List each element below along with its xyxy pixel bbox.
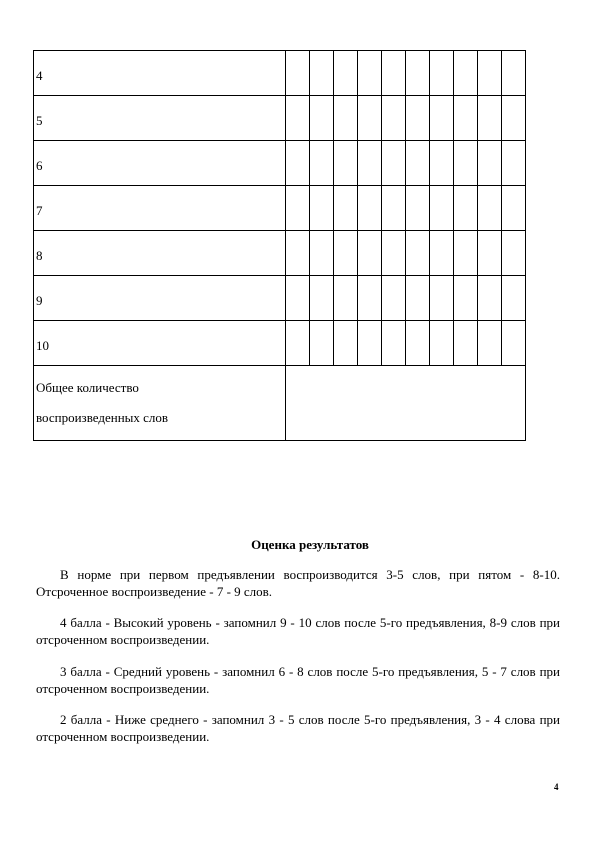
trial-label-cell: [34, 321, 286, 366]
results-paragraph-score-2: 2 балла - Ниже среднего - запомнил 3 - 5 слов после 5-го предъявления, 3 - 4 слова при отсроченном воспроизведении.: [36, 712, 560, 744]
answer-cell[interactable]: [430, 141, 454, 186]
total-label-cell: [34, 366, 286, 441]
answer-cell[interactable]: [430, 51, 454, 96]
answer-cell[interactable]: [502, 96, 526, 141]
answer-cell[interactable]: [358, 321, 382, 366]
answer-cell[interactable]: [286, 51, 310, 96]
answer-cell[interactable]: [478, 141, 502, 186]
table-row: [34, 321, 526, 366]
trial-number: 6: [36, 158, 43, 173]
results-heading: Оценка результатов: [251, 537, 369, 552]
answer-cell[interactable]: [358, 96, 382, 141]
answer-cell[interactable]: [310, 51, 334, 96]
recall-table-body: [34, 51, 526, 441]
answer-cell[interactable]: [334, 141, 358, 186]
total-value-cell[interactable]: [286, 366, 526, 441]
answer-cell[interactable]: [406, 186, 430, 231]
answer-cell[interactable]: [430, 321, 454, 366]
answer-cell[interactable]: [334, 276, 358, 321]
answer-cell[interactable]: [502, 231, 526, 276]
answer-cell[interactable]: [406, 231, 430, 276]
answer-cell[interactable]: [334, 51, 358, 96]
trial-number: 8: [36, 248, 43, 263]
answer-cell[interactable]: [382, 321, 406, 366]
page-number: 4: [554, 782, 559, 792]
answer-cell[interactable]: [478, 186, 502, 231]
trial-label-cell: [34, 186, 286, 231]
answer-cell[interactable]: [358, 231, 382, 276]
answer-cell[interactable]: [310, 321, 334, 366]
trial-number: 7: [36, 203, 43, 218]
answer-cell[interactable]: [478, 51, 502, 96]
answer-cell[interactable]: [430, 231, 454, 276]
answer-cell[interactable]: [310, 141, 334, 186]
results-paragraph-norm: В норме при первом предъявлении воспроизводится 3-5 слов, при пятом - 8-10. Отсроченное воспроизведение - 7 - 9 слов.: [36, 567, 560, 599]
answer-cell[interactable]: [334, 186, 358, 231]
answer-cell[interactable]: [454, 51, 478, 96]
trial-label-cell: [34, 231, 286, 276]
answer-cell[interactable]: [310, 231, 334, 276]
answer-cell[interactable]: [454, 141, 478, 186]
answer-cell[interactable]: [502, 186, 526, 231]
answer-cell[interactable]: [334, 321, 358, 366]
answer-cell[interactable]: [286, 321, 310, 366]
answer-cell[interactable]: [478, 231, 502, 276]
answer-cell[interactable]: [502, 276, 526, 321]
trial-label-cell: [34, 141, 286, 186]
table-row: [34, 141, 526, 186]
answer-cell[interactable]: [382, 276, 406, 321]
answer-cell[interactable]: [454, 186, 478, 231]
answer-cell[interactable]: [310, 186, 334, 231]
recall-table: [33, 50, 526, 441]
trial-label-cell: [34, 276, 286, 321]
answer-cell[interactable]: [358, 51, 382, 96]
trial-label-cell: [34, 51, 286, 96]
table-row: [34, 96, 526, 141]
answer-cell[interactable]: [502, 141, 526, 186]
answer-cell[interactable]: [382, 231, 406, 276]
answer-cell[interactable]: [334, 96, 358, 141]
answer-cell[interactable]: [406, 141, 430, 186]
answer-cell[interactable]: [406, 276, 430, 321]
trial-label-cell: [34, 96, 286, 141]
answer-cell[interactable]: [358, 141, 382, 186]
trial-number: 4: [36, 68, 43, 83]
answer-cell[interactable]: [478, 96, 502, 141]
results-paragraph-score-4: 4 балла - Высокий уровень - запомнил 9 - 10 слов после 5-го предъявления, 8-9 слов при отсроченном воспроизведении.: [36, 615, 560, 647]
answer-cell[interactable]: [406, 321, 430, 366]
answer-cell[interactable]: [430, 96, 454, 141]
table-row: [34, 51, 526, 96]
table-row: [34, 231, 526, 276]
answer-cell[interactable]: [430, 186, 454, 231]
answer-cell[interactable]: [430, 276, 454, 321]
answer-cell[interactable]: [406, 51, 430, 96]
answer-cell[interactable]: [478, 276, 502, 321]
trial-number: 9: [36, 293, 43, 308]
answer-cell[interactable]: [406, 96, 430, 141]
answer-cell[interactable]: [334, 231, 358, 276]
answer-cell[interactable]: [310, 96, 334, 141]
answer-cell[interactable]: [286, 186, 310, 231]
answer-cell[interactable]: [286, 231, 310, 276]
answer-cell[interactable]: [478, 321, 502, 366]
answer-cell[interactable]: [286, 141, 310, 186]
total-label-line: воспроизведенных слов: [36, 410, 169, 425]
answer-cell[interactable]: [382, 186, 406, 231]
answer-cell[interactable]: [358, 276, 382, 321]
results-paragraph-score-3: 3 балла - Средний уровень - запомнил 6 - 8 слов после 5-го предъявления, 5 - 7 слов при отсроченном воспроизведении.: [36, 664, 560, 696]
table-row: [34, 186, 526, 231]
table-row: [34, 276, 526, 321]
total-row: [34, 366, 526, 441]
answer-cell[interactable]: [382, 141, 406, 186]
answer-cell[interactable]: [286, 276, 310, 321]
answer-cell[interactable]: [502, 321, 526, 366]
answer-cell[interactable]: [358, 186, 382, 231]
answer-cell[interactable]: [502, 51, 526, 96]
answer-cell[interactable]: [310, 276, 334, 321]
trial-number: 10: [36, 338, 49, 353]
answer-cell[interactable]: [382, 51, 406, 96]
answer-cell[interactable]: [454, 96, 478, 141]
answer-cell[interactable]: [454, 276, 478, 321]
answer-cell[interactable]: [382, 96, 406, 141]
trial-number: 5: [36, 113, 43, 128]
total-label-line: Общее количество: [36, 380, 139, 395]
answer-cell[interactable]: [286, 96, 310, 141]
answer-cell[interactable]: [454, 321, 478, 366]
answer-cell[interactable]: [454, 231, 478, 276]
